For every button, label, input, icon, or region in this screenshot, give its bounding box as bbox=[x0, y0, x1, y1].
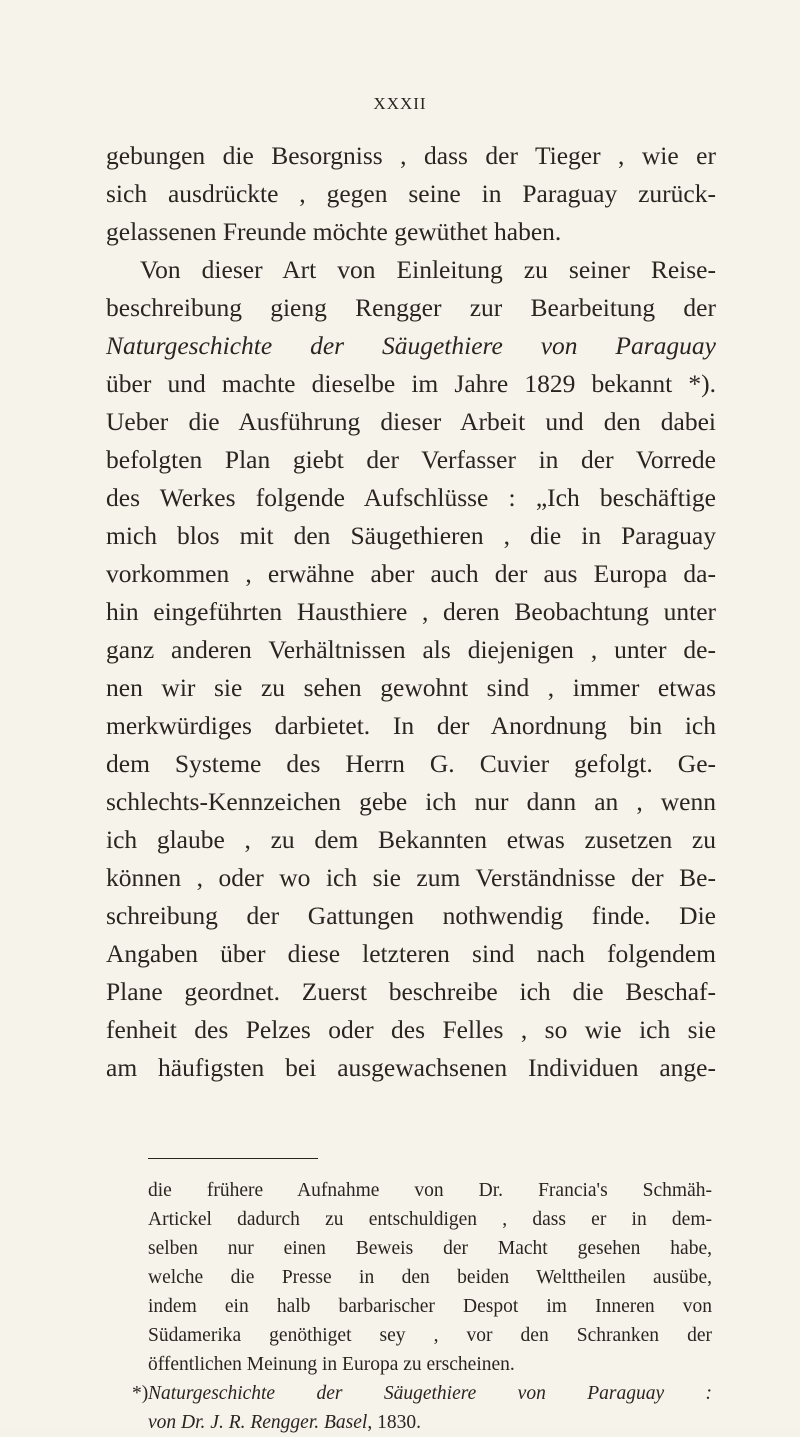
footnote-line: die frühere Aufnahme von Dr. Francia's Schmäh- bbox=[148, 1180, 712, 1201]
body-line: ganz anderen Verhältnissen als diejenigen , unter de- bbox=[106, 635, 716, 664]
footnote-star-line bbox=[132, 1379, 712, 1408]
footnote-line: Artickel dadurch zu entschuldigen , dass er in dem- bbox=[148, 1209, 712, 1230]
body-line: befolgten Plan giebt der Verfasser in der Vorrede bbox=[106, 445, 716, 474]
body-line: am häufigsten bei ausgewachsenen Individuen ange- bbox=[106, 1053, 716, 1082]
footnote-citation-line bbox=[148, 1408, 712, 1437]
body-line: sich ausdrückte , gegen seine in Paraguay zurück- bbox=[106, 179, 716, 208]
body-line: hin eingeführten Hausthiere , deren Beobachtung unter bbox=[106, 597, 716, 626]
body-line: können , oder wo ich sie zum Verständnisse der Be- bbox=[106, 863, 716, 892]
body-line: schreibung der Gattungen nothwendig finde. Die bbox=[106, 901, 716, 930]
body-line: dem Systeme des Herrn G. Cuvier gefolgt. Ge- bbox=[106, 749, 716, 778]
body-line: beschreibung gieng Rengger zur Bearbeitung der bbox=[106, 293, 716, 322]
footnote-citation-author: von Dr. J. R. Rengger. bbox=[148, 1412, 320, 1433]
footnote-marker: *) bbox=[132, 1383, 149, 1404]
footnote-citation-year: , 1830. bbox=[367, 1412, 421, 1433]
body-line-book-title: Naturgeschichte der Säugethiere von Paraguay bbox=[106, 331, 716, 360]
body-line: Angaben über diese letzteren sind nach folgendem bbox=[106, 939, 716, 968]
body-line: schlechts-Kennzeichen gebe ich nur dann an , wenn bbox=[106, 787, 716, 816]
page-number: XXXII bbox=[373, 94, 427, 113]
body-line: gelassenen Freunde möchte gewüthet haben. bbox=[106, 217, 562, 246]
body-line: Plane geordnet. Zuerst beschreibe ich die Beschaf- bbox=[106, 977, 716, 1006]
body-line: Ueber die Ausführung dieser Arbeit und den dabei bbox=[106, 407, 716, 436]
body-line: Von dieser Art von Einleitung zu seiner Reise- bbox=[140, 255, 716, 284]
body-line: nen wir sie zu sehen gewohnt sind , immer etwas bbox=[106, 673, 716, 702]
footnote-citation-title: Naturgeschichte der Säugethiere von Paraguay : bbox=[148, 1383, 712, 1404]
body-line: fenheit des Pelzes oder des Felles , so wie ich sie bbox=[106, 1015, 716, 1044]
footnote-line: selben nur einen Beweis der Macht gesehen habe, bbox=[148, 1238, 712, 1259]
body-line: über und machte dieselbe im Jahre 1829 bekannt *). bbox=[106, 369, 716, 398]
body-line: merkwürdiges darbietet. In der Anordnung bin ich bbox=[106, 711, 716, 740]
body-line: ich glaube , zu dem Bekannten etwas zusetzen zu bbox=[106, 825, 716, 854]
footnote-line: Südamerika genöthiget sey , vor den Schranken der bbox=[148, 1325, 712, 1346]
body-line: des Werkes folgende Aufschlüsse : „Ich beschäftige bbox=[106, 483, 716, 512]
body-text bbox=[106, 137, 716, 1087]
body-line: vorkommen , erwähne aber auch der aus Europa da- bbox=[106, 559, 716, 588]
body-line: gebungen die Besorgniss , dass der Tieger , wie er bbox=[106, 141, 716, 170]
footnotes bbox=[132, 1176, 712, 1437]
footnote-line: öffentlichen Meinung in Europa zu erscheinen. bbox=[148, 1354, 515, 1375]
footnote-line: indem ein halb barbarischer Despot im Inneren von bbox=[148, 1296, 712, 1317]
footnote-divider bbox=[148, 1158, 318, 1159]
footnote-line: welche die Presse in den beiden Welttheilen ausübe, bbox=[148, 1267, 712, 1288]
body-line: mich blos mit den Säugethieren , die in Paraguay bbox=[106, 521, 716, 550]
footnote-citation-place: Basel bbox=[324, 1412, 368, 1433]
